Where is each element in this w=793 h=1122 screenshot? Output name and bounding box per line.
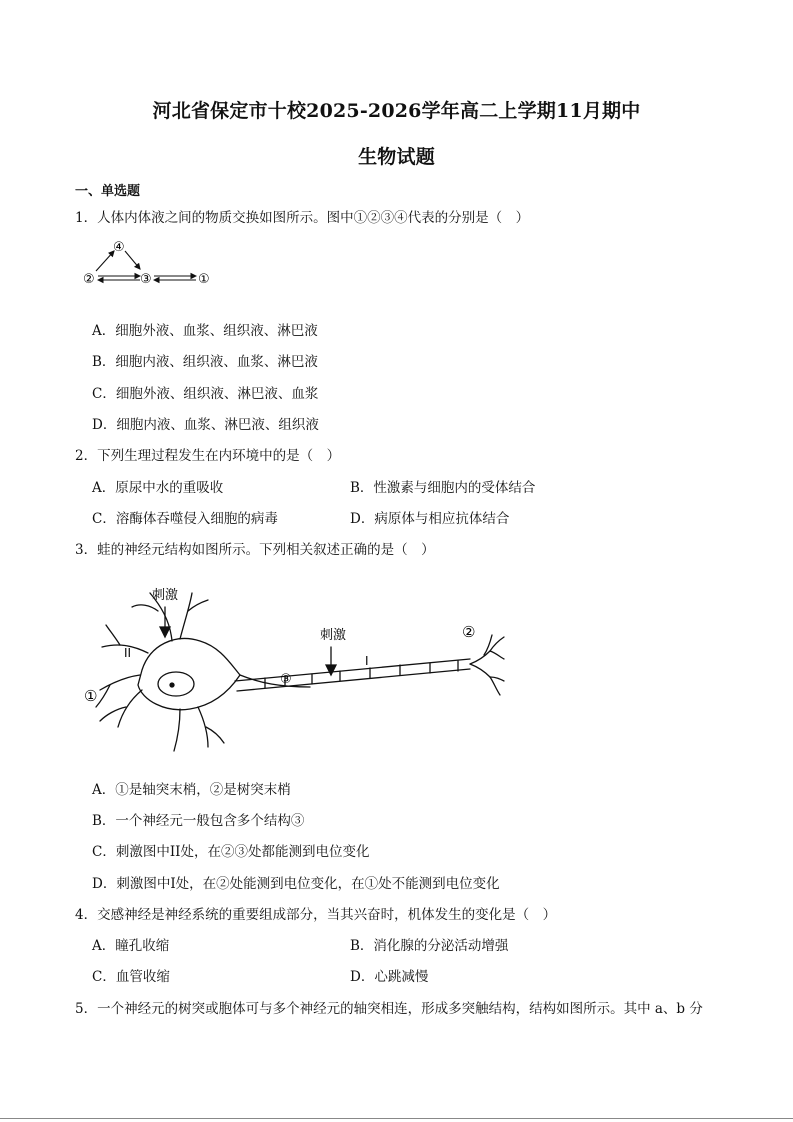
page-title: 河北省保定市十校2025-2026学年高二上学期11月期中 bbox=[152, 100, 641, 122]
neuron-figure bbox=[80, 575, 510, 760]
fig1-label-3: ③ bbox=[140, 272, 152, 287]
fig1-label-2: ② bbox=[83, 272, 95, 287]
question-1-figure bbox=[80, 236, 220, 288]
label-II: II bbox=[124, 646, 132, 660]
question-4-option-d[interactable]: D．心跳减慢 bbox=[350, 969, 429, 985]
label-circled-2: ② bbox=[462, 623, 476, 641]
fig1-label-1: ① bbox=[198, 272, 210, 287]
question-4-option-b[interactable]: B．消化腺的分泌活动增强 bbox=[350, 938, 509, 954]
question-4-option-c[interactable]: C．血管收缩 bbox=[92, 969, 170, 985]
question-2-option-d[interactable]: D．病原体与相应抗体结合 bbox=[350, 511, 510, 527]
question-2-option-a[interactable]: A．原尿中水的重吸收 bbox=[92, 480, 224, 496]
question-3-option-b[interactable]: B．一个神经元一般包含多个结构③ bbox=[92, 813, 305, 829]
section-heading: 一、单选题 bbox=[75, 184, 141, 199]
question-1-stem: 1．人体内体液之间的物质交换如图所示。图中①②③④代表的分别是（ ） bbox=[75, 210, 530, 226]
question-4-stem: 4．交感神经是神经系统的重要组成部分，当其兴奋时，机体发生的变化是（ ） bbox=[75, 907, 557, 923]
page-bottom-rule bbox=[0, 1118, 793, 1119]
question-2-option-b[interactable]: B．性激素与细胞内的受体结合 bbox=[350, 480, 536, 496]
stimulus-label-2: 刺激 bbox=[320, 628, 347, 643]
stimulus-label-1: 刺激 bbox=[152, 588, 179, 603]
question-2-option-c[interactable]: C．溶酶体吞噬侵入细胞的病毒 bbox=[92, 511, 278, 527]
question-5-stem: 5．一个神经元的树突或胞体可与多个神经元的轴突相连，形成多突触结构，结构如图所示。其中 a、b 分 bbox=[75, 1001, 703, 1017]
label-circled-3: ③ bbox=[280, 672, 292, 687]
question-1-option-a[interactable]: A．细胞外液、血浆、组织液、淋巴液 bbox=[92, 323, 318, 339]
question-3-option-c[interactable]: C．刺激图中II处，在②③处都能测到电位变化 bbox=[92, 844, 370, 860]
question-1-option-b[interactable]: B．细胞内液、组织液、血浆、淋巴液 bbox=[92, 354, 318, 370]
page-subtitle: 生物试题 bbox=[358, 146, 435, 168]
question-1-option-d[interactable]: D．细胞内液、血浆、淋巴液、组织液 bbox=[92, 417, 319, 433]
neuron-nucleus bbox=[158, 672, 194, 696]
fig1-label-4: ④ bbox=[113, 240, 125, 255]
question-3-option-a[interactable]: A．①是轴突末梢，②是树突末梢 bbox=[92, 782, 291, 798]
label-circled-1: ① bbox=[84, 687, 98, 705]
question-2-stem: 2．下列生理过程发生在内环境中的是（ ） bbox=[75, 448, 341, 464]
question-3-option-d[interactable]: D．刺激图中I处，在②处能测到电位变化，在①处不能测到电位变化 bbox=[92, 876, 500, 892]
question-3-stem: 3．蛙的神经元结构如图所示。下列相关叙述正确的是（ ） bbox=[75, 542, 435, 558]
question-4-option-a[interactable]: A．瞳孔收缩 bbox=[92, 938, 170, 954]
label-I: I bbox=[365, 654, 369, 668]
neuron-cell-body bbox=[138, 639, 240, 710]
question-1-option-c[interactable]: C．细胞外液、组织液、淋巴液、血浆 bbox=[92, 386, 319, 402]
